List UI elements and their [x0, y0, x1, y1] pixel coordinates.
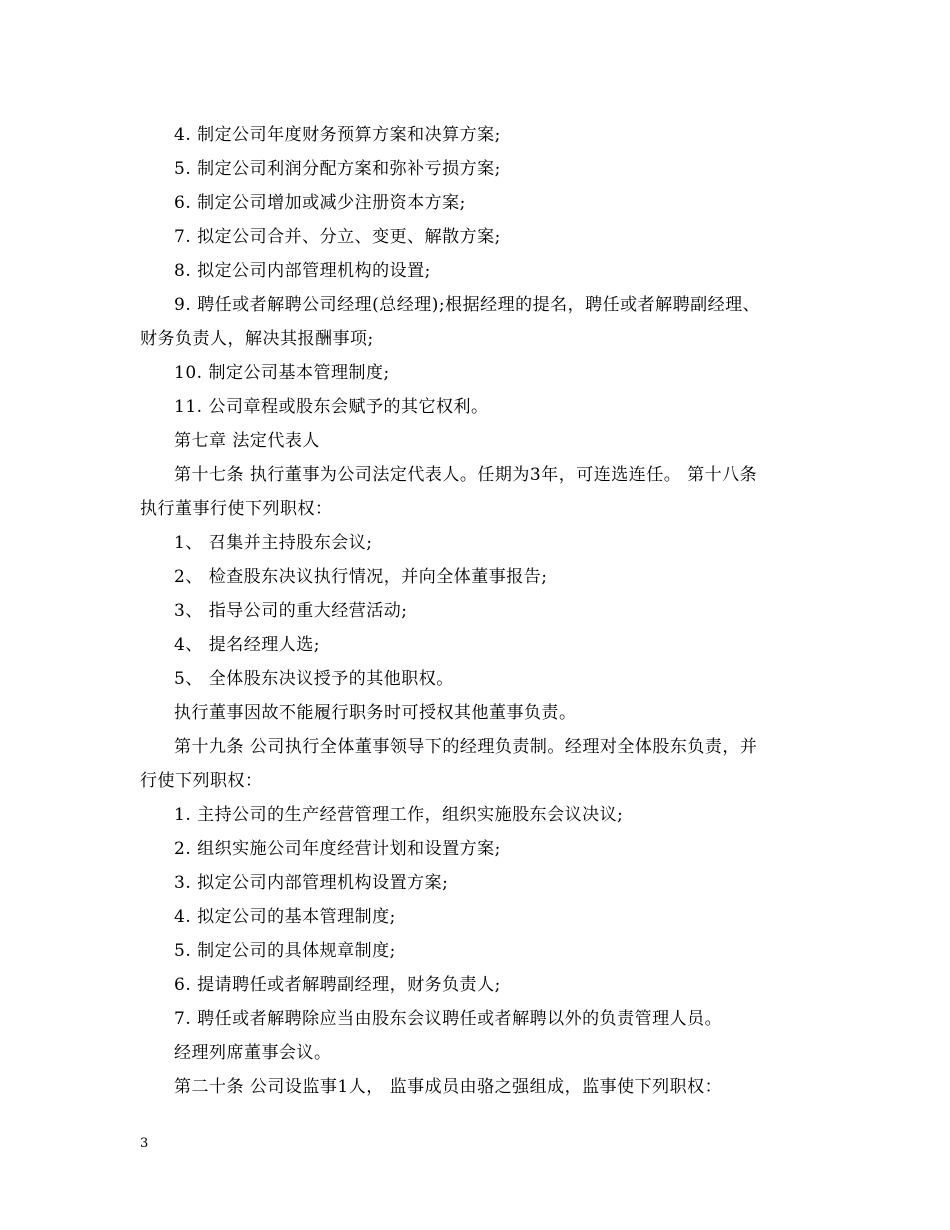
body-line: 5、 全体股东决议授予的其他职权。	[174, 669, 454, 689]
body-line: 4. 制定公司年度财务预算方案和决算方案;	[174, 125, 501, 145]
body-line: 经理列席董事会议。	[174, 1043, 332, 1063]
body-line: 执行董事因故不能履行职务时可授权其他董事负责。	[174, 703, 577, 723]
body-line: 3. 拟定公司内部管理机构设置方案;	[174, 873, 449, 893]
body-line: 6. 制定公司增加或减少注册资本方案;	[174, 193, 466, 213]
body-line: 7. 聘任或者解聘除应当由股东会议聘任或者解聘以外的负责管理人员。	[174, 1009, 723, 1029]
body-line: 8. 拟定公司内部管理机构的设置;	[174, 261, 431, 281]
document-body	[140, 118, 812, 1104]
body-line: 7. 拟定公司合并、分立、变更、解散方案;	[174, 227, 501, 247]
body-line: 4. 拟定公司的基本管理制度;	[174, 907, 396, 927]
body-line: 9. 聘任或者解聘公司经理(总经理);根据经理的提名，聘任或者解聘副经理、	[174, 295, 761, 315]
article-line: 第十九条 公司执行全体董事领导下的经理负责制。经理对全体股东负责，并	[174, 737, 758, 757]
body-line: 3、 指导公司的重大经营活动;	[174, 601, 408, 621]
body-line: 2. 组织实施公司年度经营计划和设置方案;	[174, 839, 501, 859]
body-line: 1. 主持公司的生产经营管理工作，组织实施股东会议决议;	[174, 805, 624, 825]
body-line: 4、 提名经理人选;	[174, 635, 320, 655]
body-line: 11. 公司章程或股东会赋予的其它权利。	[174, 397, 489, 417]
chapter-heading: 第七章 法定代表人	[174, 431, 320, 451]
page-number: 3	[140, 1136, 149, 1151]
body-line-continuation: 执行董事行使下列职权：	[140, 499, 333, 519]
body-line: 10. 制定公司基本管理制度;	[174, 363, 390, 383]
body-line-continuation: 财务负责人，解决其报酬事项;	[140, 329, 374, 349]
body-line: 1、 召集并主持股东会议;	[174, 533, 373, 553]
body-line: 5. 制定公司的具体规章制度;	[174, 941, 396, 961]
body-line: 2、 检查股东决议执行情况，并向全体董事报告;	[174, 567, 548, 587]
body-line: 6. 提请聘任或者解聘副经理，财务负责人;	[174, 975, 501, 995]
body-line: 5. 制定公司利润分配方案和弥补亏损方案;	[174, 159, 501, 179]
article-line: 第十七条 执行董事为公司法定代表人。任期为3年，可连选连任。 第十八条	[174, 465, 758, 485]
article-line: 第二十条 公司设监事1人， 监事成员由骆之强组成，监事使下列职权：	[174, 1077, 723, 1097]
body-line-continuation: 行使下列职权：	[140, 771, 263, 791]
